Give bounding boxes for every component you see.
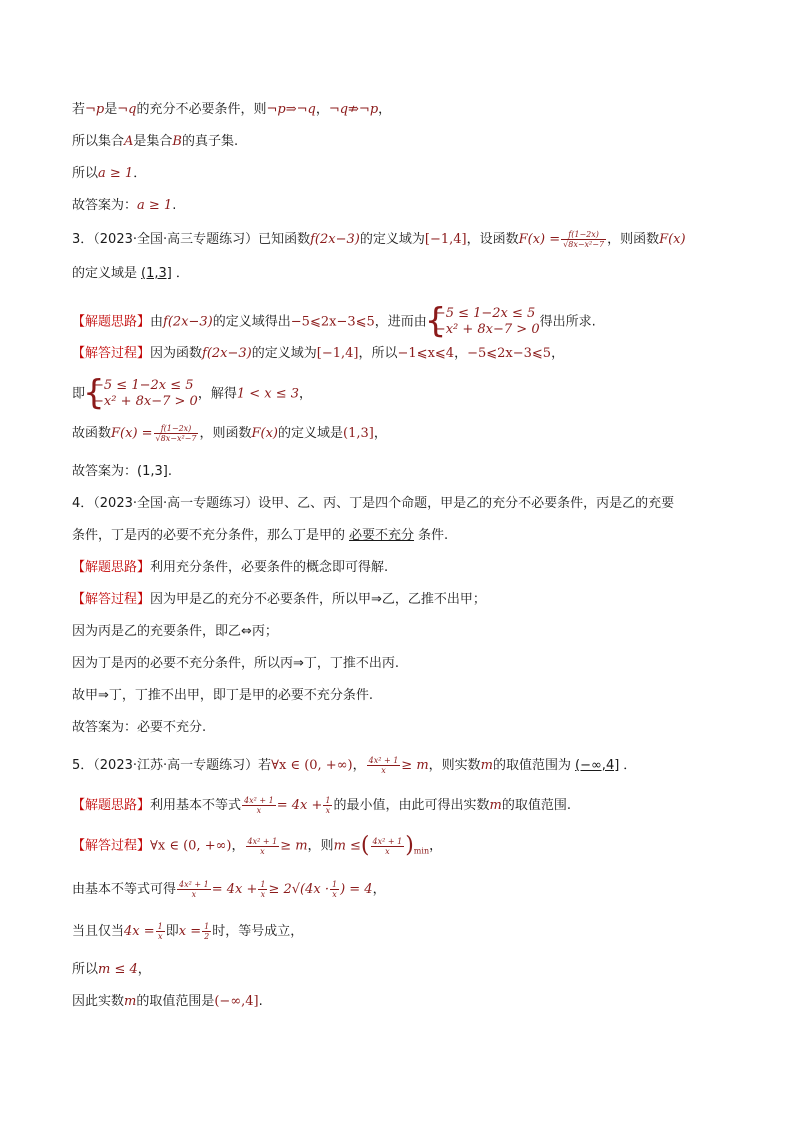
denominator: x <box>157 932 163 941</box>
fraction <box>156 922 165 941</box>
math: m <box>124 994 137 1009</box>
math: F(x) = <box>518 232 561 247</box>
math: a ≥ 1 <box>98 166 134 181</box>
q3-conclusion <box>72 424 387 444</box>
q5-process-3 <box>72 922 303 942</box>
math: 1 < x ≤ 3 <box>236 386 300 402</box>
math: [−1,4] <box>316 346 359 361</box>
math: F(x) <box>251 426 278 441</box>
math: a ≥ 1 <box>137 198 173 213</box>
numerator: 1 <box>331 880 338 889</box>
text: 由基本不等式可得 <box>72 882 177 897</box>
idea-tag: 【解题思路】 <box>72 798 151 813</box>
denominator: 2 <box>204 932 210 941</box>
math: = 4x + <box>211 882 258 897</box>
math: ) = 4 <box>340 882 373 897</box>
text: 即 <box>72 386 86 402</box>
math: f(2x−3) <box>163 314 213 330</box>
subscript-min: min <box>413 846 430 856</box>
q4-process-1 <box>72 590 486 610</box>
q4-process-2 <box>72 622 278 642</box>
text: 所以集合 <box>72 134 125 149</box>
q3-idea <box>72 306 596 338</box>
text: ， <box>137 962 151 977</box>
text: 5．（2023·江苏·高一专题练习）若 <box>72 758 272 773</box>
math: m ≤ <box>333 838 361 854</box>
text: 3．（2023·全国·高三专题练习）已知函数 <box>72 232 311 247</box>
denominator: √8x−x²−7 <box>155 434 197 443</box>
numerator: f(1−2x) <box>561 230 606 240</box>
q4-stem-2 <box>72 526 448 546</box>
math: −5⩽2x−3⩽5 <box>290 314 375 330</box>
math: x = <box>178 924 202 939</box>
numerator: 4x² + 1 <box>244 796 274 805</box>
text: ，则函数 <box>607 232 660 247</box>
paren-open: ( <box>360 833 370 858</box>
text: 因为丙是乙的充要条件，即乙⇔丙； <box>72 624 278 639</box>
q5-process-1 <box>72 833 443 862</box>
math: ¬p <box>85 102 105 117</box>
text: 由 <box>150 314 164 330</box>
math: ¬q⇏¬p <box>328 102 379 117</box>
q3-process-2 <box>72 378 312 410</box>
fraction <box>242 796 276 815</box>
text: 因为函数 <box>150 346 203 361</box>
math: m <box>480 758 493 773</box>
idea-tag: 【解题思路】 <box>72 314 151 330</box>
q3-stem-1 <box>72 230 686 250</box>
q2-answer <box>72 196 176 216</box>
denominator: x <box>191 890 197 899</box>
text: 条件. <box>418 528 449 543</box>
text: 所以 <box>72 962 99 977</box>
denominator: √8x−x²−7 <box>563 240 605 249</box>
q2-line-2 <box>72 132 238 152</box>
math: −5⩽2x−3⩽5 <box>467 346 552 361</box>
text: ， <box>429 838 443 854</box>
q4-answer <box>72 718 206 738</box>
numerator: 4x² + 1 <box>247 836 278 846</box>
numerator: 1 <box>204 922 210 931</box>
text: ， <box>299 386 313 402</box>
fraction <box>246 837 280 856</box>
math: m ≤ 4 <box>98 962 138 977</box>
math: 4x = <box>124 924 155 939</box>
text: 的定义域是 <box>72 266 138 281</box>
numerator: 4x² + 1 <box>179 880 209 889</box>
math: f(2x−3) <box>202 346 252 361</box>
math: (1,3] <box>343 426 374 441</box>
text: 当且仅当 <box>72 924 125 939</box>
system-row: −x² + 8x−7 > 0 <box>434 322 540 337</box>
numerator: f(1−2x) <box>154 424 199 434</box>
equation-system <box>427 306 540 338</box>
text: 因此实数 <box>72 994 125 1009</box>
text: 条件，丁是丙的必要不充分条件，那么丁是甲的 <box>72 528 346 543</box>
text: ， <box>378 102 392 117</box>
text: . <box>172 198 177 213</box>
math: (−∞,4] <box>214 994 259 1009</box>
text: 若 <box>72 102 86 117</box>
fraction <box>177 880 211 899</box>
q4-stem-1 <box>72 494 674 514</box>
text: ，解得 <box>197 386 237 402</box>
q2-line-3 <box>72 164 146 184</box>
answer-blank: (1,3] <box>141 266 172 281</box>
numerator: 1 <box>157 922 163 931</box>
fraction <box>330 880 339 899</box>
text: 的定义域为 <box>251 346 317 361</box>
text: 的真子集. <box>181 134 239 149</box>
text: 是集合 <box>133 134 173 149</box>
denominator: x <box>332 890 337 899</box>
text: 因为甲是乙的充分不必要条件，所以甲⇒乙，乙推不出甲； <box>150 592 486 607</box>
numerator: 1 <box>325 796 331 805</box>
fraction <box>258 880 267 899</box>
text: 的取值范围. <box>501 798 571 813</box>
math: [−1,4] <box>424 232 467 247</box>
math: −1⩽x⩽4 <box>397 346 455 361</box>
text: 得出所求. <box>539 314 596 330</box>
denominator: x <box>325 806 331 815</box>
text: 故答案为：(1,3]. <box>72 464 172 479</box>
equation-system <box>85 378 198 410</box>
math: m <box>489 798 502 813</box>
text: 的定义域是 <box>277 426 343 441</box>
q4-process-3 <box>72 654 399 674</box>
text: 的最小值，由此可得出实数 <box>333 798 490 813</box>
q4-process-4 <box>72 686 373 706</box>
numerator: 4x² + 1 <box>372 836 403 846</box>
math: f(2x−3) <box>310 232 360 247</box>
text: 的取值范围为 <box>493 758 572 773</box>
q5-idea <box>72 796 571 816</box>
fraction <box>154 424 199 443</box>
fraction <box>371 837 405 856</box>
denominator: x <box>381 766 386 775</box>
system-row: −x² + 8x−7 > 0 <box>93 394 198 409</box>
process-tag: 【解答过程】 <box>72 346 151 361</box>
math: A <box>124 134 134 149</box>
fraction <box>202 922 211 941</box>
numerator: 4x² + 1 <box>368 756 399 765</box>
q5-stem <box>72 756 636 776</box>
q2-line-1 <box>72 100 391 120</box>
math: F(x) = <box>111 426 153 441</box>
text: ． <box>623 758 637 773</box>
text: ， <box>372 882 386 897</box>
system-row: { −5 ≤ 1−2x ≤ 5 <box>434 306 536 321</box>
math: ≥ 2√(4x · <box>268 882 329 897</box>
text: ，则函数 <box>199 426 252 441</box>
text: ， <box>373 426 387 441</box>
text: ， <box>231 838 245 854</box>
text: 4．（2023·全国·高一专题练习）设甲、乙、丙、丁是四个命题，甲是乙的充分不必要条件，丙是乙的充要 <box>72 496 675 511</box>
math: ≥ m <box>401 758 429 773</box>
math: ≥ m <box>280 838 308 854</box>
text: 故甲⇒丁，丁推不出甲，即丁是甲的必要不充分条件. <box>72 688 374 703</box>
text: 利用基本不等式 <box>150 798 242 813</box>
q3-process-1 <box>72 344 564 364</box>
denominator: x <box>256 806 262 815</box>
text: 故答案为： <box>72 198 138 213</box>
text: 故答案为：必要不充分. <box>72 720 207 735</box>
text: 利用充分条件，必要条件的概念即可得解. <box>150 560 389 575</box>
math: ¬p⇒¬q <box>266 102 316 117</box>
math: F(x) <box>659 232 686 247</box>
text: ， <box>352 758 366 773</box>
system-row: { −5 ≤ 1−2x ≤ 5 <box>93 378 194 393</box>
denominator: x <box>385 846 390 856</box>
denominator: x <box>260 890 266 899</box>
q4-idea <box>72 558 388 578</box>
text: 的取值范围是 <box>136 994 215 1009</box>
q5-process-4 <box>72 960 151 980</box>
process-tag: 【解答过程】 <box>72 838 151 854</box>
text: ，设函数 <box>466 232 519 247</box>
q3-answer <box>72 462 172 482</box>
text: 的充分不必要条件，则 <box>136 102 267 117</box>
answer-blank: (−∞,4] <box>575 758 620 773</box>
text: 时，等号成立， <box>212 924 304 939</box>
text: 的定义域为 <box>359 232 425 247</box>
text: ，则 <box>307 838 334 854</box>
fraction <box>367 756 401 775</box>
text: ， <box>551 346 565 361</box>
q5-process-2 <box>72 880 386 900</box>
denominator: x <box>260 846 265 856</box>
text: 即 <box>165 924 179 939</box>
text: 所以 <box>72 166 99 181</box>
fraction <box>323 796 332 815</box>
text: 故函数 <box>72 426 112 441</box>
math: ∀x ∈ (0, +∞) <box>150 838 232 854</box>
text: 的定义域得出 <box>212 314 291 330</box>
math: B <box>172 134 182 149</box>
q5-conclusion <box>72 992 263 1012</box>
q3-stem-2 <box>72 264 189 284</box>
text: . <box>258 994 263 1009</box>
numerator: 1 <box>260 880 266 889</box>
fraction <box>561 230 606 249</box>
text: ， <box>315 102 329 117</box>
text: ，进而由 <box>374 314 427 330</box>
process-tag: 【解答过程】 <box>72 592 151 607</box>
text: ． <box>175 266 189 281</box>
text: ，所以 <box>358 346 398 361</box>
math: = 4x + <box>276 798 323 813</box>
math: ¬q <box>117 102 137 117</box>
answer-blank: 必要不充分 <box>349 528 415 543</box>
paren-close: ) <box>405 833 414 858</box>
math: ∀x ∈ (0, +∞) <box>271 758 353 773</box>
text: 是 <box>104 102 118 117</box>
text: ． <box>133 166 147 181</box>
text: ，则实数 <box>428 758 481 773</box>
idea-tag: 【解题思路】 <box>72 560 151 575</box>
text: 因为丁是丙的必要不充分条件，所以丙⇒丁，丁推不出丙. <box>72 656 400 671</box>
text: ， <box>454 346 468 361</box>
